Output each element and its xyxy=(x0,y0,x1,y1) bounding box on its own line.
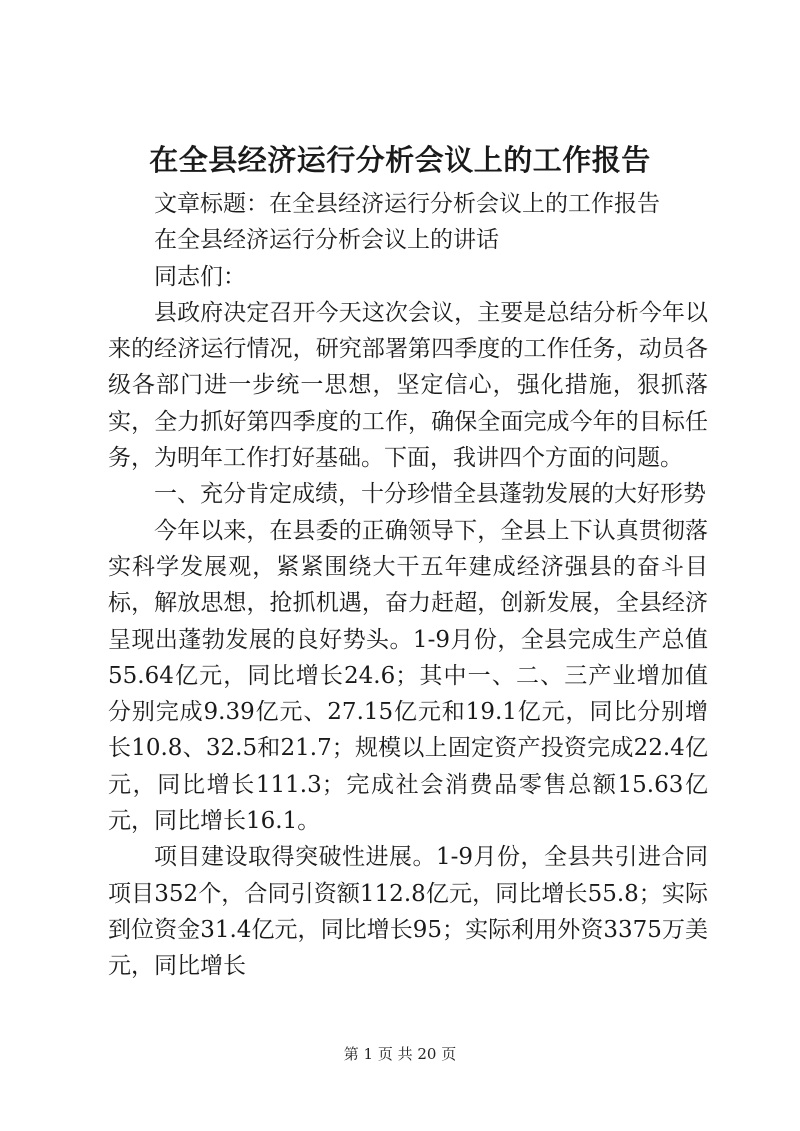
article-title-line: 文章标题：在全县经济运行分析会议上的工作报告 xyxy=(154,191,660,217)
section-heading: 一、充分肯定成绩，十分珍惜全县蓬勃发展的大好形势 xyxy=(154,481,706,508)
speech-title-line: 在全县经济运行分析会议上的讲话 xyxy=(154,227,499,254)
document-body xyxy=(108,186,708,985)
salutation: 同志们： xyxy=(154,263,246,290)
page-footer: 第 1 页 共 20 页 xyxy=(343,1045,457,1063)
document-title: 在全县经济运行分析会议上的工作报告 xyxy=(149,143,651,177)
body-paragraph: 项目建设取得突破性进展。1-9月份，全县共引进合同项目352个，合同引资额112.8亿元，同比增长55.8；实际到位资金31.4亿元，同比增长95；实际利用外资3375万美元，同比增长 xyxy=(108,844,708,980)
body-paragraph: 县政府决定召开今天这次会议，主要是总结分析今年以来的经济运行情况，研究部署第四季度的工作任务，动员各级各部门进一步统一思想，坚定信心，强化措施，狠抓落实，全力抓好第四季度的工作，确保全面完成今年的目标任务，为明年工作打好基础。下面，我讲四个方面的问题。 xyxy=(108,299,708,472)
body-paragraph: 今年以来，在县委的正确领导下，全县上下认真贯彻落实科学发展观，紧紧围绕大干五年建成经济强县的奋斗目标，解放思想，抢抓机遇，奋力赶超，创新发展，全县经济呈现出蓬勃发展的良好势头。1-9月份，全县完成生产总值55.64亿元，同比增长24.6；其中一、二、三产业增加值分别完成9.39亿元、27.15亿元和19.1亿元，同比分别增长10.8、32.5和21.7；规模以上固定资产投资完成22.4亿元，同比增长111.3；完成社会消费品零售总额15.63亿元，同比增长16.1。 xyxy=(108,517,708,835)
